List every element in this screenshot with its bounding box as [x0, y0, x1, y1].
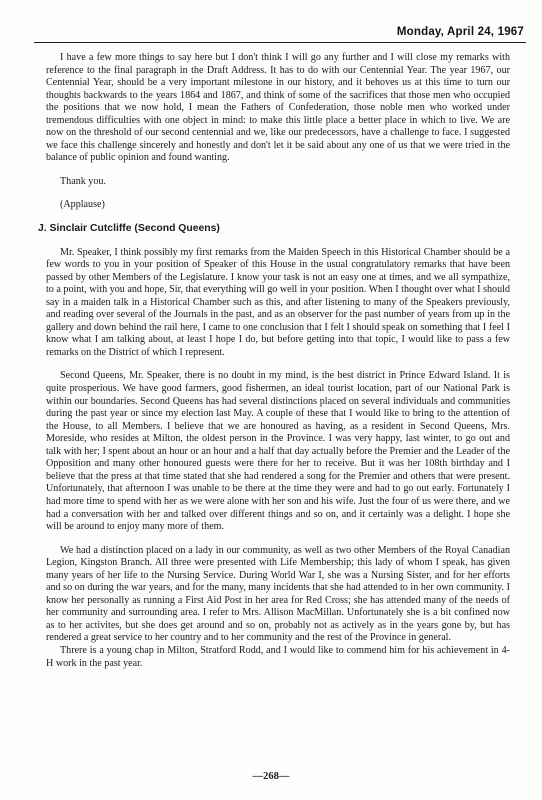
paragraph-closing-remarks: I have a few more things to say here but I don't think I will go any further and I will close my remarks with reference to the final paragraph in the Draft Address. It has to do with our Centennial Year. The year 1967, our Centennial Year, should be a very important milestone in our history, and it behoves us at this time to turn our thoughts backwards to the years 1864 and 1867, and think of some of the sacrifices that those men who occupied the positions that we now hold, I mean the Fathers of Confederation, those noble men who worked under tremendous difficulties with one object in mind: to make this little place a better place in which to live. We are now on the threshold of our second centennial and we, like our predecessors, have a challenge to face. I suggested we face this challenge sincerely and honestly and don't let it be said about any one of us that we were tried in the balance of public opinion and found wanting.	[46, 52, 510, 164]
paragraph-gap	[46, 534, 510, 545]
page-body	[38, 52, 510, 670]
page-number: —268—	[252, 771, 290, 782]
speaker-heading: J. Sinclair Cutcliffe (Second Queens)	[38, 223, 220, 235]
paragraph-speaker-address: Mr. Speaker, I think possibly my first remarks from the Maiden Speech in this Historical Chamber should be a few words to you in your position of Speaker of this House in the usual congratulatory remarks that have been passed by other Members of the Legislature. I know your task is not an easy one at times, and we all sympathize, to a point, with you and hope, Sir, that everything will go well in your position. When I thought over what I should say in a maiden talk in a Historical Chamber such as this, and after listening to many of the Speakers previously, and reading over several of the Journals in the past, and as an observer for the past number of years from up in the gallery and down behind the rail here, I came to one conclusion that I felt I should speak on something that I feel I know what I am talking about, at least I hope I do, but before getting into that topic, I would like to pass a few remarks on the District of which I represent.	[46, 246, 510, 358]
paragraph-gap	[46, 188, 510, 199]
paragraph-gap	[46, 165, 510, 176]
paragraph-second-queens: Second Queens, Mr. Speaker, there is no doubt in my mind, is the best district in Prince Edward Island. It is quite prosperious. We have good farmers, good fishermen, an ideal tourist location, part of our National Park is within our boundaries. Second Queens has had several distinctions placed on several individuals and communities during the past year or since my election last May. A couple of these that I would like to bring to the attention of the House, to all Members. I believe that we are honoured as having, as a resident in Second Queens, Mrs. Moreside, who resides at Milton, the oldest person in the Province. I was very happy, last winter, to go out and talk with her; I spent about an hour or an hour and a half that day actually before the Premier and the Leader of the Opposition and many other honoured guests were there for her to receive. But it was her 108th birthday and I believe that the press at that time stated that she had rendered a song for the Premier and others that were present. Unfortunately, that afternoon I was unable to be there at the time they were and had to go out early. Fortunately I had more time to spend with her as we were alone with her son and his wife. Just the four of us were there, and we had a conversation with her and talked over different things and so on, and it certainly was a delight. I hope she will be around to enjoy many more of them.	[46, 370, 510, 533]
paragraph-gap	[46, 236, 510, 247]
applause-line: (Applause)	[60, 199, 105, 211]
thank-you-line: Thank you.	[60, 175, 106, 187]
page-header	[34, 26, 526, 43]
paragraph-gap	[46, 359, 510, 370]
paragraph-4h-achievement: Threre is a young chap in Milton, Stratford Rodd, and I would like to commend him for his achievement in 4-H work in the past year.	[46, 644, 510, 669]
paragraph-legion-distinction: We had a distinction placed on a lady in our community, as well as two other Members of the Royal Canadian Legion, Kingston Branch. All three were presented with Life Membership; this lady of whom I speak, has given many years of her life to the Nursing Service. During World War I, she was a Nursing Sister, and for her efforts and so on during the war years, and for the many, many incidents that she had attended to in her own community. I know her personally as running a First Aid Post in her area for Red Cross; she has attended many of the needs of her community and surrounding area. I refer to Mrs. Allison MacMillan. Unfortunately she is a bit confined now as to her activites, but she does get around and so on, probably not as actively as in the years gone by, but has rendered a great service to her country and to her community and the rest of the Province in general.	[46, 544, 510, 644]
header-date: Monday, April 24, 1967	[396, 26, 524, 38]
paragraph-gap	[46, 212, 510, 223]
